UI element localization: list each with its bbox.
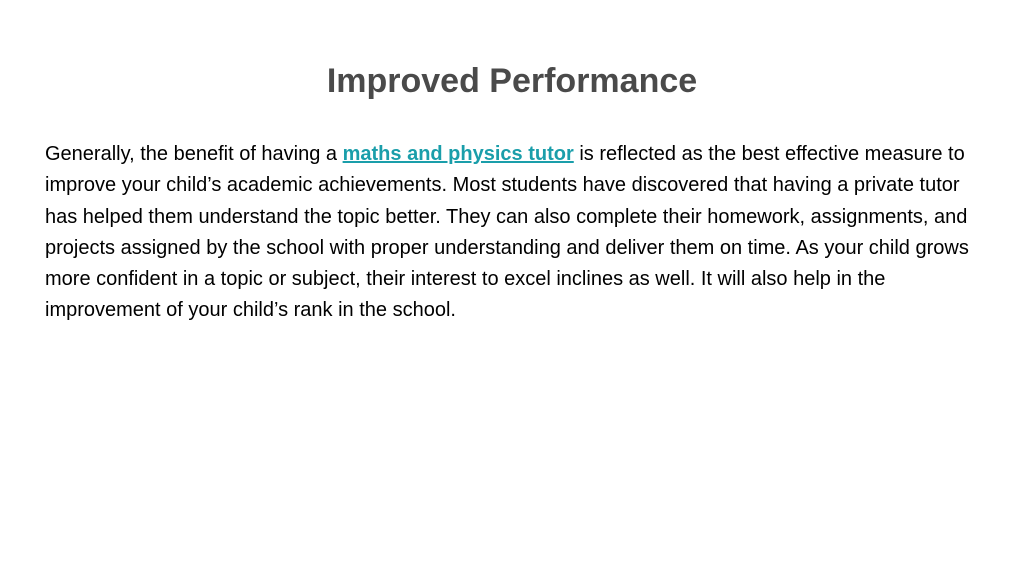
paragraph-text-after-link: is reflected as the best effective measure to improve your child’s academic achievements. Most students have discovered that having a private tutor has helped them understand the topic better. They can also complete their homework, assignments, and projects assigned by the school with proper understanding and deliver them on time. As your child grows more confident in a topic or subject, their interest to excel inclines as well. It will also help in the improvement of your child’s rank in the school. [45, 143, 969, 322]
paragraph-text-before-link: Generally, the benefit of having a [45, 143, 343, 165]
maths-physics-tutor-link[interactable]: maths and physics tutor [342, 143, 574, 165]
body-paragraph [45, 139, 985, 327]
slide-title: Improved Performance [326, 62, 698, 100]
